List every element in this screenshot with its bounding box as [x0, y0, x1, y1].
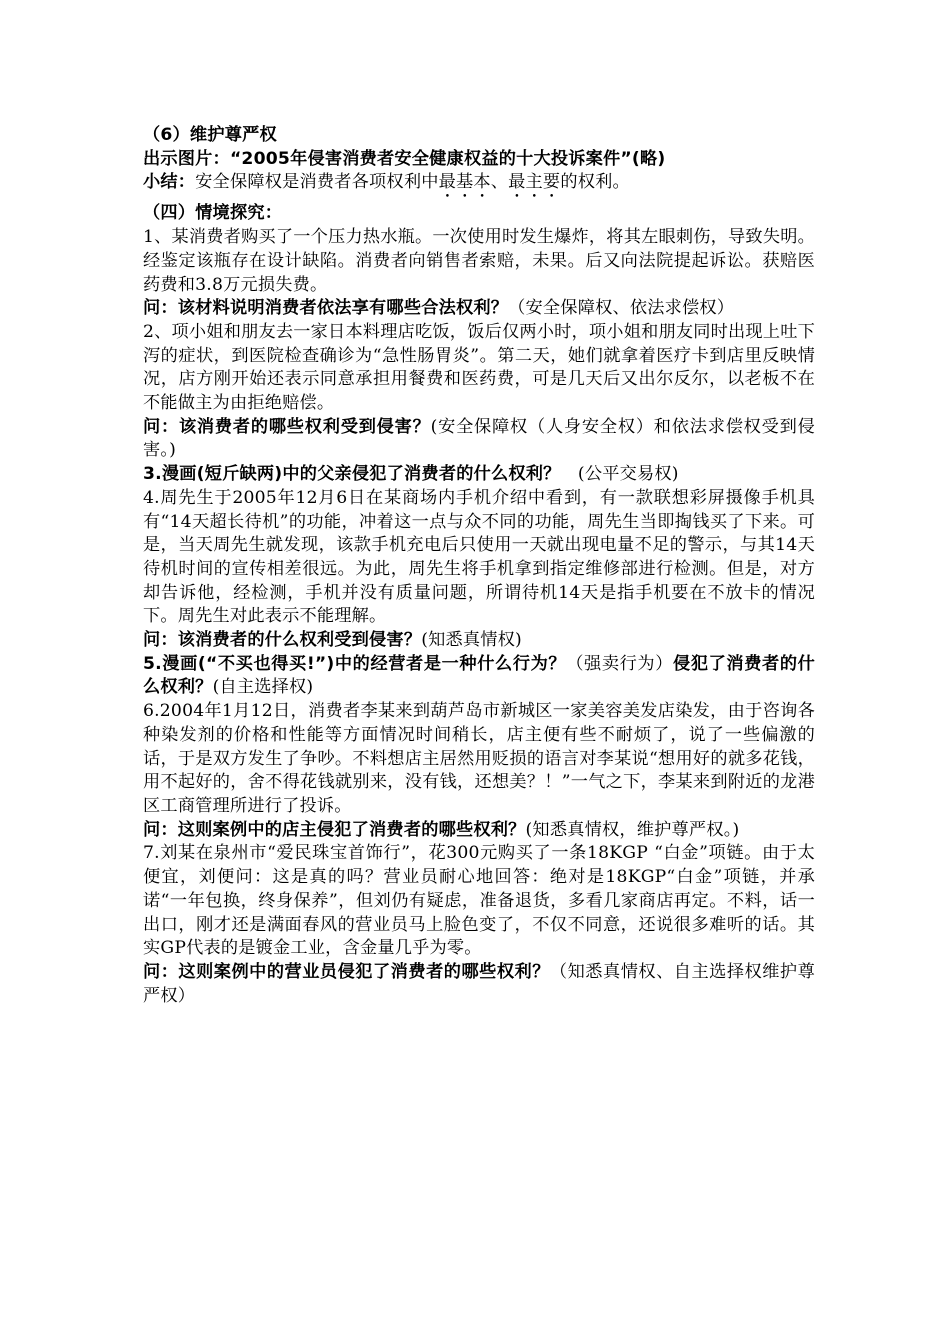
case-1-question: 问：该材料说明消费者依法享有哪些合法权利？ — [143, 298, 509, 319]
summary-line — [143, 171, 815, 202]
case-2-question: 问：该消费者的哪些权利受到侵害？ — [143, 416, 431, 437]
case-7-question-line — [143, 961, 815, 1008]
case-3-question-line — [143, 463, 815, 487]
document-page — [143, 124, 815, 1008]
case-5-answer: （强卖行为） — [566, 653, 674, 674]
summary-emphasis: 最基本、最主要 — [438, 172, 561, 193]
case-3-answer: (公平交易权) — [560, 464, 679, 485]
case-7-question: 问：这则案例中的营业员侵犯了消费者的哪些权利？ — [143, 961, 550, 982]
case-4-answer: (知悉真情权) — [421, 630, 522, 651]
case-1-answer: （安全保障权、依法求偿权） — [508, 298, 735, 319]
case-6-body: 6.2004年1月12日，消费者李某来到葫芦岛市新城区一家美容美发店染发，由于咨询各种染发剂的价格和性能等方面情况时间稍长，店主便有些不耐烦了，说了一些偏激的话，于是双方发生了争吵。不料想店主居然用贬损的语言对李某说“想用好的就多花钱，用不起好的，舍不得花钱就别来，没有钱，还想美？！”一气之下，李某来到附近的龙港区工商管理所进行了投诉。 — [143, 701, 815, 816]
case-5-question-2: 侵犯了消费者的什么权利？ — [143, 653, 816, 698]
case-5-question: 5.漫画(“不买也得买!”)中的经营者是一种什么行为？ — [143, 653, 567, 674]
case-6-answer: (知悉真情权，维护尊严权。) — [525, 819, 740, 840]
case-1-body: 1、某消费者购买了一个压力热水瓶。一次使用时发生爆炸，将其左眼刺伤，导致失明。经鉴定该瓶存在设计缺陷。消费者向销售者索赔，未果。后又向法院提起诉讼。获赔医药费和3.8万元损失费。 — [143, 227, 815, 295]
case-2-body: 2、项小姐和朋友去一家日本料理店吃饭，饭后仅两小时，项小姐和朋友同时出现上吐下泻的症状，到医院检查确诊为“急性肠胃炎”。第二天，她们就拿着医疗卡到店里反映情况，店方刚开始还表示同意承担用餐费和医药费，可是几天后又出尔反尔，以老板不在不能做主为由拒绝赔偿。 — [143, 321, 815, 414]
section-6-heading: （6）维护尊严权 — [143, 125, 277, 145]
case-5-answer-2: (自主选择权) — [212, 677, 314, 698]
case-5-question-line — [143, 653, 815, 700]
summary-text-before: 安全保障权是消费者各项权利中 — [195, 172, 439, 193]
case-4-question: 问：该消费者的什么权利受到侵害？ — [143, 630, 422, 651]
case-4-question-line — [143, 629, 815, 653]
case-7-answer: （知悉真情权、自主选择权维护尊严权） — [143, 961, 815, 1006]
case-2-question-line — [143, 416, 815, 463]
case-3-question: 3.漫画(短斤缺两)中的父亲侵犯了消费者的什么权利？ — [143, 464, 561, 485]
case-4-body: 4.周先生于2005年12月6日在某商场内手机介绍中看到，有一款联想彩屏摄像手机具有“14天超长待机”的功能，冲着这一点与众不同的功能，周先生当即掏钱买了下来。可是，当天周先生就发现，该款手机充电后只使用一天就出现电量不足的警示，与其14天待机时间的宣传相差很远。为此，周先生将手机拿到指定维修部进行检测。但是，对方却告诉他，经检测，手机并没有质量问题，所谓待机14天是指手机要在不放卡的情况下。周先生对此表示不能理解。 — [143, 487, 815, 627]
case-6-question-line — [143, 819, 815, 843]
summary-text-after: 的权利。 — [560, 172, 630, 193]
case-7-body: 7.刘某在泉州市“爱民珠宝首饰行”，花300元购买了一条18KGP “白金”项链。由于太便宜，刘便问：这是真的吗？营业员耐心地回答：绝对是18KGP“白金”项链，并承诺“一年包换，终身保养”，但刘仍有疑虑，准备退货，多看几家商店再定。不料，话一出口，刚才还是满面春风的营业员马上脸色变了，不仅不同意，还说很多难听的话。其实GP代表的是镀金工业，含金量几乎为零。 — [143, 843, 815, 959]
section-4-heading: （四）情境探究： — [143, 203, 283, 224]
case-2-answer: (安全保障权（人身安全权）和依法求偿权受到侵害。) — [143, 416, 815, 461]
show-picture-line: 出示图片：“2005年侵害消费者安全健康权益的十大投诉案件”(略) — [143, 148, 666, 169]
case-6-question: 问：这则案例中的店主侵犯了消费者的哪些权利？ — [143, 819, 526, 840]
summary-label: 小结： — [143, 172, 196, 193]
case-1-question-line — [143, 297, 815, 321]
